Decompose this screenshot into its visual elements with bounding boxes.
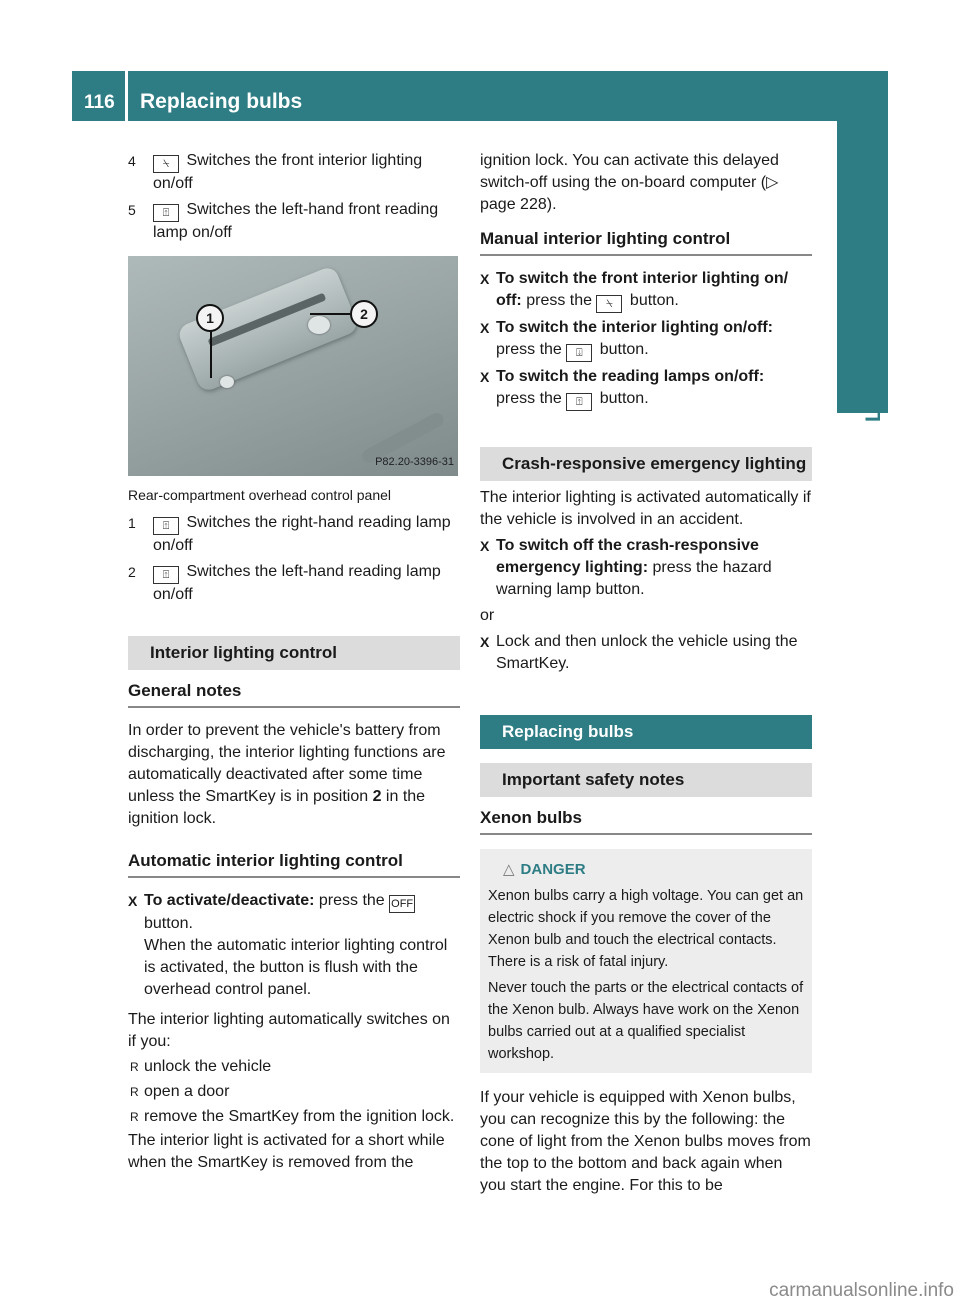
- reading-lamp-icon: ⍐: [153, 517, 179, 535]
- front-light-icon: ⍀: [596, 295, 622, 313]
- front-light-icon: ⍀: [153, 155, 179, 173]
- section-heading: Replacing bulbs: [480, 715, 812, 749]
- warning-triangle-icon: △: [503, 861, 515, 878]
- page-header: [72, 71, 888, 121]
- instruction-step: X To switch the reading lamps on/off: press the ⍐ button.: [480, 366, 812, 411]
- legend-number: 2: [128, 564, 136, 580]
- legend-item-1: [128, 512, 460, 557]
- header-divider: [125, 71, 128, 121]
- paragraph: The interior lighting automatically switches on if you:: [128, 1011, 450, 1050]
- danger-box: [480, 849, 812, 1073]
- danger-text: Xenon bulbs carry a high voltage. You can get an electric shock if you remove the cover of the Xenon bulb and touch the electrical contacts. There is a risk of fatal injury.: [488, 888, 804, 970]
- section-heading: Crash-responsive emergency lighting: [480, 447, 812, 481]
- right-column: [480, 150, 812, 1197]
- subheading: Automatic interior lighting control: [128, 850, 460, 878]
- legend-item-5: [128, 199, 460, 244]
- paragraph: In order to prevent the vehicle's battery from discharging, the interior lighting functions are automatically deactivated after some time unless the SmartKey is in position 2 in the ignition lock.: [128, 722, 446, 827]
- subheading: Manual interior lighting control: [480, 228, 812, 256]
- reading-lamp-button: [308, 316, 330, 334]
- auto-light-icon: OFF: [389, 895, 415, 913]
- page-title: Replacing bulbs: [140, 90, 303, 113]
- paragraph: ignition lock. You can activate this delayed switch-off using the on-board computer (▷ page 228).: [480, 152, 779, 213]
- instruction-step: X To switch the interior lighting on/off: press the ⍗ button.: [480, 317, 812, 362]
- danger-text: Never touch the parts or the electrical contacts of the Xenon bulb. Always have work on the Xenon bulbs carried out at a qualified specialist workshop.: [488, 980, 804, 1062]
- instruction-step: X To activate/deactivate: press the OFF button. When the automatic interior lighting control is activated, the button is flush with the overhead control panel.: [128, 890, 460, 1001]
- list-item: R unlock the vehicle: [128, 1056, 460, 1078]
- subheading: Xenon bulbs: [480, 807, 812, 835]
- list-item: R remove the SmartKey from the ignition lock.: [128, 1106, 460, 1128]
- reading-lamp-button: [220, 376, 234, 388]
- image-code: P82.20-3396-31: [375, 456, 454, 468]
- legend-number: 1: [128, 515, 136, 531]
- callout-2: 2: [350, 300, 378, 328]
- section-heading: Important safety notes: [480, 763, 812, 797]
- legend-text: Switches the right-hand reading lamp on/off: [153, 514, 451, 554]
- footer-watermark: carmanualsonline.info: [769, 1280, 954, 1301]
- legend-number: 5: [128, 202, 136, 218]
- legend-item-4: [128, 150, 460, 195]
- reading-lamp-icon: ⍐: [153, 204, 179, 222]
- reading-lamp-icon: ⍐: [566, 393, 592, 411]
- paragraph: The interior lighting is activated automatically if the vehicle is involved in an accident.: [480, 489, 811, 528]
- reading-lamp-icon: ⍐: [153, 566, 179, 584]
- side-tab-label: Lights and windshield wipers: [862, 129, 885, 422]
- callout-line: [210, 328, 212, 378]
- paragraph: or: [480, 607, 495, 624]
- legend-text: Switches the left-hand reading lamp on/off: [153, 563, 441, 603]
- figure-caption: Rear-compartment overhead control panel: [128, 487, 392, 503]
- instruction-step: X Lock and then unlock the vehicle using the SmartKey.: [480, 631, 812, 675]
- instruction-step: X To switch off the crash-responsive emergency lighting: press the hazard warning lamp button.: [480, 535, 812, 601]
- left-column: [128, 150, 460, 1174]
- paragraph: If your vehicle is equipped with Xenon bulbs, you can recognize this by the following: the cone of light from the Xenon bulbs moves from the top to the bottom and back again when you start the engine. For this to be: [480, 1089, 811, 1194]
- instruction-step: X To switch the front interior lighting on/ off: press the ⍀ button.: [480, 268, 812, 313]
- page-number: 116: [84, 92, 115, 113]
- callout-line: [310, 313, 350, 315]
- subheading: General notes: [128, 680, 460, 708]
- paragraph: The interior light is activated for a short while when the SmartKey is removed from the: [128, 1132, 445, 1171]
- callout-1: 1: [196, 304, 224, 332]
- legend-text: Switches the front interior lighting on/off: [153, 152, 423, 192]
- danger-heading: △ DANGER: [503, 859, 804, 881]
- interior-light-icon: ⍗: [566, 344, 592, 362]
- legend-item-2: [128, 561, 460, 606]
- overhead-panel-photo: [128, 256, 458, 476]
- section-heading: Interior lighting control: [128, 636, 460, 670]
- list-item: R open a door: [128, 1081, 460, 1103]
- page-ref-arrow-icon: ▷: [766, 174, 779, 191]
- legend-number: 4: [128, 153, 136, 169]
- legend-text: Switches the left-hand front reading lamp on/off: [153, 201, 439, 241]
